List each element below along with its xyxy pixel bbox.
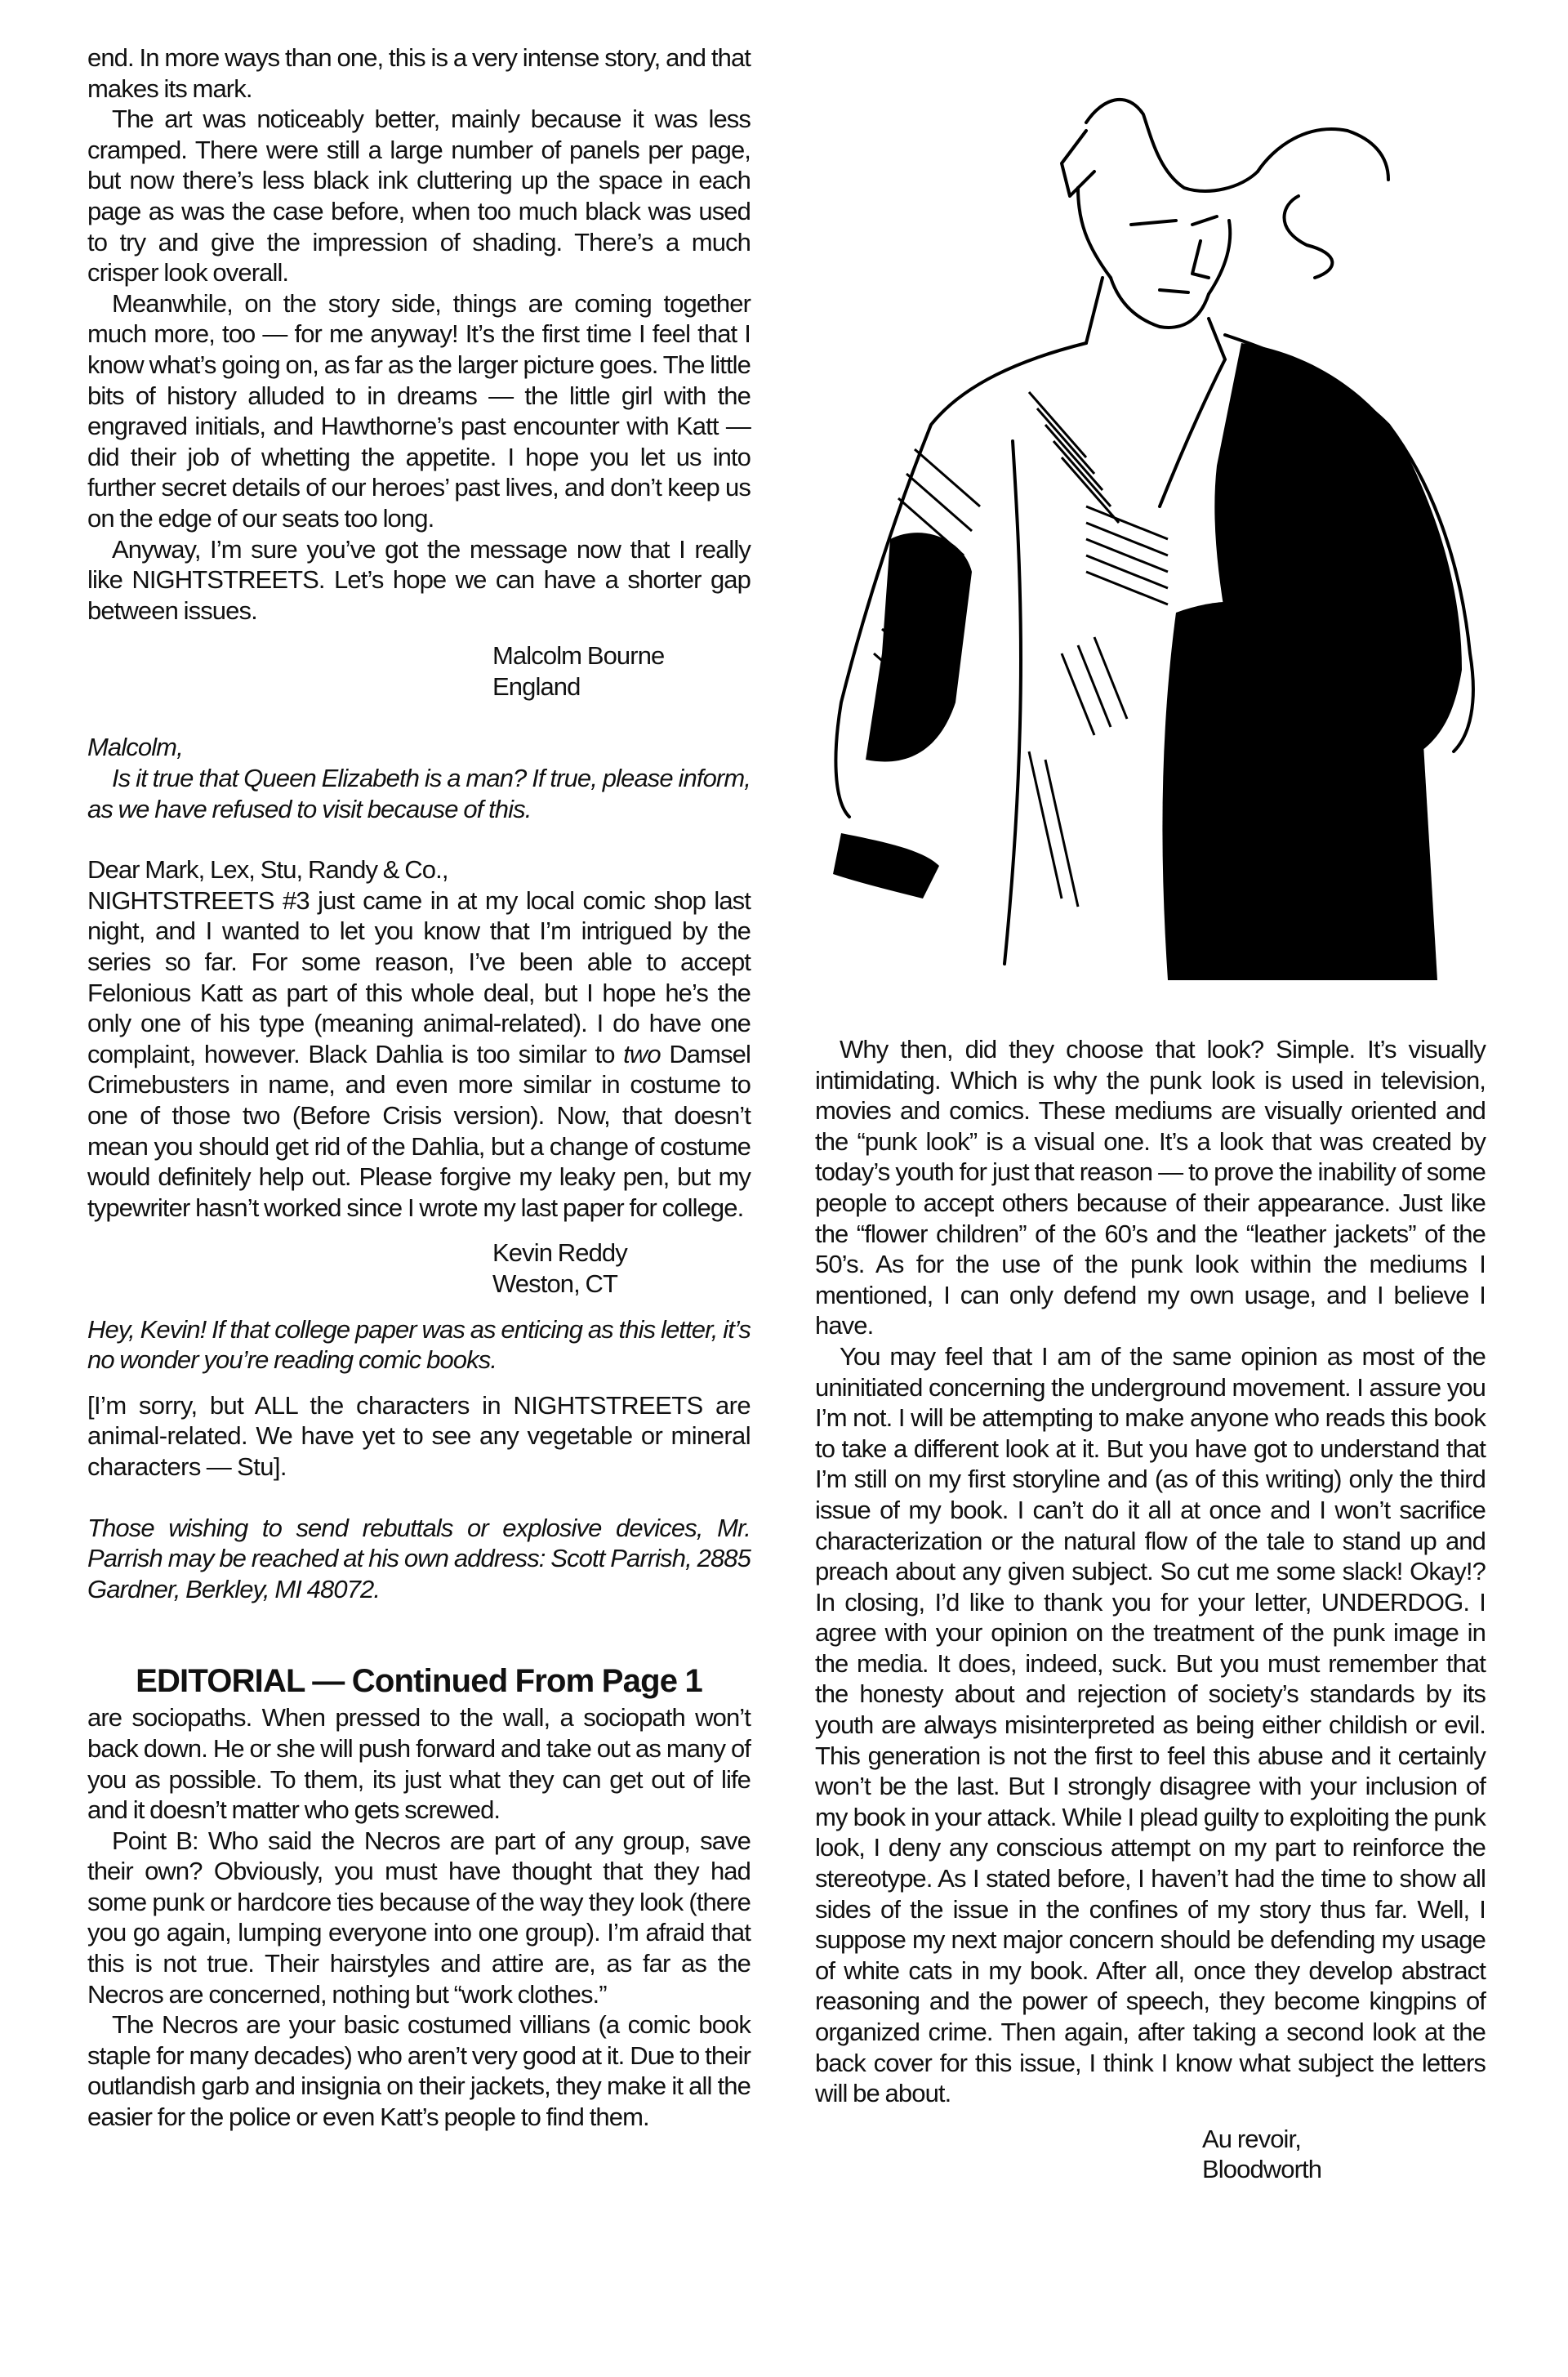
closing: Au revoir, (1202, 2124, 1301, 2153)
signature-location: Weston, CT (492, 1269, 618, 1298)
text-run: NIGHTSTREETS #3 just came in at my local comic shop last night, and I wanted to let you know that I’m intrigued by the series so far. For some reason, I’ve been able to accept Felonious Katt as part of this whole deal, but I hope he’s the only one of his type (meaning animal-related). I do have one complaint, however. Black Dahlia is too similar to (87, 885, 751, 1068)
letter-malcolm-continued (87, 42, 751, 702)
letter-body (87, 885, 751, 1224)
paragraph: You may feel that I am of the same opinion as most of the uninitiated concerning the underground movement. I assure you I’m not. I will be attempting to make anyone who reads this book to take a different look at it. But you have got to understand that I’m still on my first storyline and (as of this writing) only the third issue of my book. I can’t do it all at once and I won’t sacrifice characterization or the natural flow of the tale to stand up and preach about any given subject. So cut me some slack! Okay!? In closing, I’d like to thank you for your letter, UNDERDOG. I agree with your opinion on the treatment of the punk image in the media. It does, indeed, suck. But you must remember that the honesty about and rejection of society’s standards by its youth are always misinterpreted as being either childish or evil. This generation is not the first to feel this abuse and it certainly won’t be the last. But I strongly disagree with your inclusion of my book in your attack. While I plead guilty to exploiting the punk look, I deny any conscious attempt on my part to reinforce the stereotype. As I stated before, I haven’t had the time to show all sides of the issue in the confines of my story thus far. Well, I suppose my next major concern should be defending my usage of white cats in my book. After all, once they develop abstract reasoning and the power of speech, they become kingpins of organized crime. Then again, after taking a second look at the back cover for this issue, I think I know what subject the letters will be about. (815, 1341, 1486, 2108)
letter-kevin (87, 854, 751, 1299)
address-note: Those wishing to send rebuttals or explosive devices, Mr. Parrish may be reached at his own address: Scott Parrish, 2885 Gardner, Berkley, MI 48072. (87, 1513, 751, 1603)
illustration-sketch (817, 82, 1494, 1013)
paragraph: The Necros are your basic costumed villians (a comic book staple for many decades) who aren’t very good at it. Due to their outlandish garb and insignia on their jackets, they make it all the easier for the police or even Katt’s people to find them. (87, 2010, 751, 2132)
right-column (815, 1034, 1486, 2185)
editorial-section (87, 1661, 751, 2132)
emphasis-text: two (623, 1039, 661, 1068)
paragraph: Point B: Who said the Necros are part of any group, save their own? Obviously, you must have thought that they had some punk or hardcore ties because of the way they look (there you go again, lumping everyone into one group). I’m afraid that this is not true. Their hairstyles and attire are, as far as the Necros are concerned, nothing but “work clothes.” (87, 1826, 751, 2009)
paragraph: Why then, did they choose that look? Simple. It’s visually intimidating. Which is why the punk look is used in television, movies and comics. These mediums are visually oriented and the “punk look” is a visual one. It’s a look that was created by today’s youth for just that reason — to prove the inability of some people to accept others because of their appearance. Just like the “flower children” of the 60’s and the “leather jackets” of the 50’s. As for the use of the punk look within the mediums I mentioned, I can only defend my own usage, and I believe I have. (815, 1035, 1486, 1340)
signature-name: Malcolm Bourne (492, 641, 665, 671)
paragraph: end. In more ways than one, this is a very intense story, and that makes its mark. (87, 43, 751, 103)
editor-reply-kevin: Hey, Kevin! If that college paper was as enticing as this letter, it’s no wonder you’re reading comic books. (87, 1314, 751, 1375)
signature-name: Kevin Reddy (492, 1238, 627, 1268)
paragraph: are sociopaths. When pressed to the wall, a sociopath won’t back down. He or she will push forward and take out as many of you as possible. To them, its just what they can get out of life and it doesn’t matter who gets screwed. (87, 1703, 751, 1825)
man-in-jacket-sketch-icon (817, 82, 1494, 1013)
paragraph: The art was noticeably better, mainly because it was less cramped. There were still a large number of panels per page, but now there’s less black ink cluttering up the space in each page as was the case before, when too much black was used to try and give the impression of shading. There’s a much crisper look overall. (87, 105, 751, 288)
signature: Bloodworth (1202, 2155, 1322, 2184)
editor-reply-malcolm (87, 732, 751, 824)
text-run: Damsel Crimebusters in name, and even more similar in costume to one of those two (Before Crisis version). Now, that doesn’t mean you should get rid of the Dahlia, but a change of costume would definitely help out. Please forgive my leaky pen, but my typewriter hasn’t worked since I wrote my last paper for college. (87, 1039, 751, 1222)
left-column (87, 42, 751, 2133)
reply-salutation: Malcolm, (87, 733, 183, 762)
signature-location: England (492, 671, 581, 701)
stu-note: [I’m sorry, but ALL the characters in NIGHTSTREETS are animal-related. We have yet to see any vegetable or mineral characters — Stu]. (87, 1390, 751, 1481)
reply-body: Is it true that Queen Elizabeth is a man? If true, please inform, as we have refused to visit because of this. (87, 764, 751, 823)
paragraph: Meanwhile, on the story side, things are coming together much more, too — for me anyway! It’s the first time I feel that I know what’s going on, as far as the larger picture goes. The little bits of history alluded to in dreams — the little girl with the engraved initials, and Hawthorne’s past encounter with Katt — did their job of whetting the appetite. I hope you let us into further secret details of our heroes’ past lives, and don’t keep us on the edge of our seats too long. (87, 288, 751, 533)
paragraph: Anyway, I’m sure you’ve got the message now that I really like NIGHTSTREETS. Let’s hope we can have a shorter gap between issues. (87, 534, 751, 625)
letter-salutation: Dear Mark, Lex, Stu, Randy & Co., (87, 855, 448, 885)
editorial-heading: EDITORIAL — Continued From Page 1 (136, 1663, 702, 1700)
